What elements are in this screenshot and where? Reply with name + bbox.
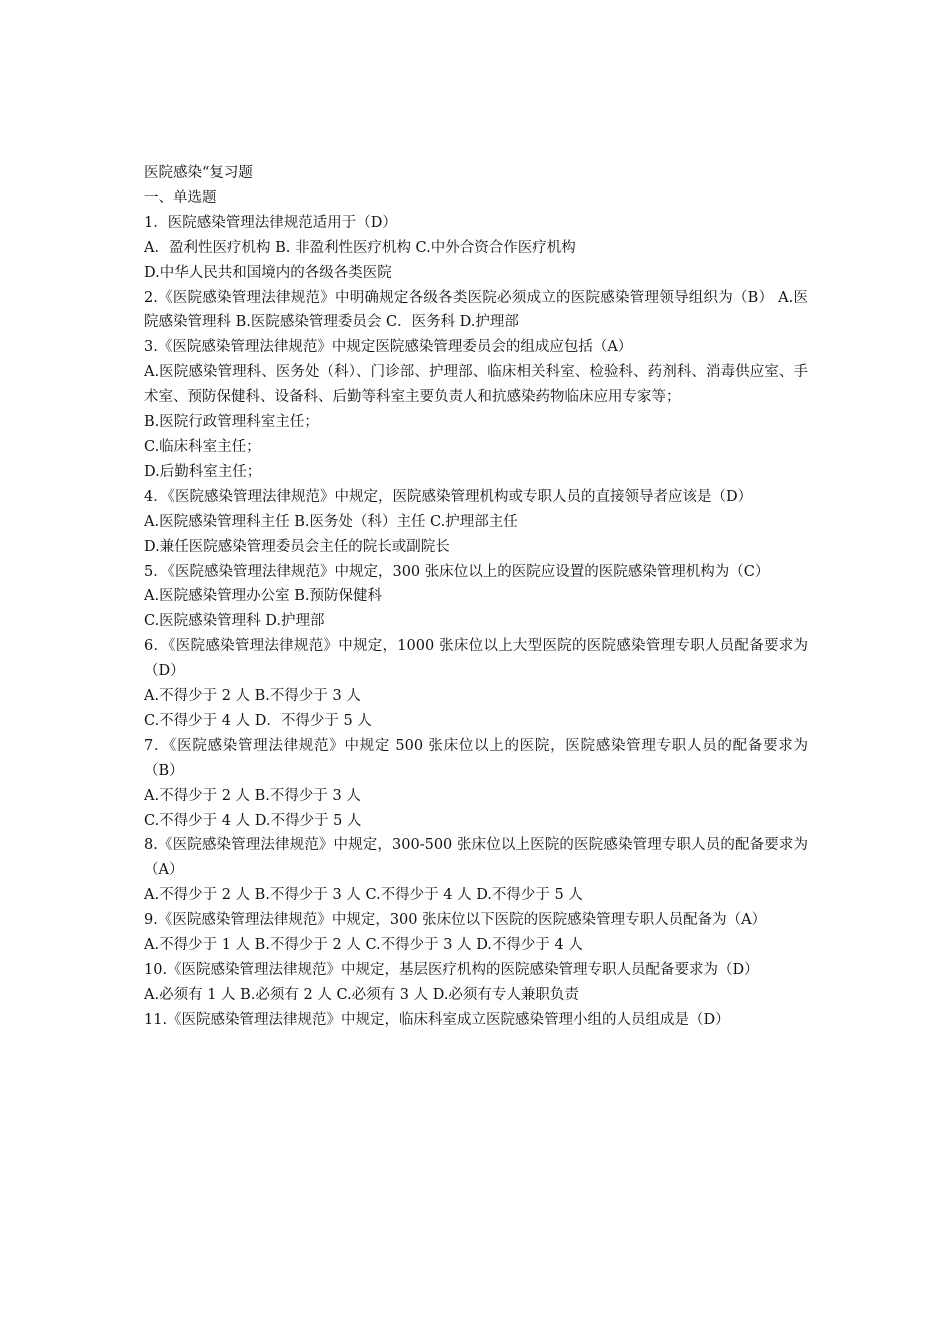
- question-2: 2.《医院感染管理法律规范》中明确规定各级各类医院必须成立的医院感染管理领导组织为（B） A.医院感染管理科 B.医院感染管理委员会 C．医务科 D.护理部: [144, 289, 808, 331]
- question-9: 9.《医院感染管理法律规范》中规定，300 张床位以下医院的医院感染管理专职人员配备为（A）: [144, 912, 767, 929]
- question-8: 8.《医院感染管理法律规范》中规定，300-500 张床位以上医院的医院感染管理专职人员的配备要求为（A）: [144, 837, 808, 879]
- question-4: 4．《医院感染管理法律规范》中规定，医院感染管理机构或专职人员的直接领导者应该是（D）: [144, 488, 753, 505]
- question-11: 11.《医院感染管理法律规范》中规定，临床科室成立医院感染管理小组的人员组成是（D）: [144, 1011, 730, 1028]
- question-1-option-d: D.中华人民共和国境内的各级各类医院: [144, 264, 392, 281]
- question-8-options: A.不得少于 2 人 B.不得少于 3 人 C.不得少于 4 人 D.不得少于 5 人: [144, 887, 583, 904]
- question-1-options-abc: A．盈利性医疗机构 B. 非盈利性医疗机构 C.中外合资合作医疗机构: [144, 239, 576, 256]
- question-10: 10.《医院感染管理法律规范》中规定，基层医疗机构的医院感染管理专职人员配备要求为（D）: [144, 962, 759, 978]
- question-3-option-c: C.临床科室主任；: [144, 438, 261, 455]
- question-6: 6．《医院感染管理法律规范》中规定，1000 张床位以上大型医院的医院感染管理专职人员配备要求为（D）: [144, 638, 808, 680]
- question-7: 7．《医院感染管理法律规范》中规定 500 张床位以上的医院，医院感染管理专职人员的配备要求为（B）: [144, 737, 808, 779]
- question-3-option-d: D.后勤科室主任；: [144, 463, 262, 480]
- question-3: 3.《医院感染管理法律规范》中规定医院感染管理委员会的组成应包括（A）: [144, 339, 633, 356]
- question-6-options-ab: A.不得少于 2 人 B.不得少于 3 人: [144, 688, 361, 705]
- question-3-option-b: B.医院行政管理科室主任；: [144, 414, 319, 431]
- document-page: [144, 161, 808, 1033]
- question-6-options-cd: C.不得少于 4 人 D．不得少于 5 人: [144, 712, 372, 729]
- document-title: 医院感染“复习题: [144, 165, 253, 181]
- question-3-option-a: A.医院感染管理科、医务处（科）、门诊部、护理部、临床相关科室、检验科、药剂科、消毒供应室、手术室、预防保健科、设备科、后勤等科室主要负责人和抗感染药物临床应用专家等；: [144, 364, 808, 406]
- question-9-options: A.不得少于 1 人 B.不得少于 2 人 C.不得少于 3 人 D.不得少于 4 人: [144, 937, 583, 954]
- question-4-options-abc: A.医院感染管理科主任 B.医务处（科）主任 C.护理部主任: [144, 513, 518, 530]
- question-10-options: A.必须有 1 人 B.必须有 2 人 C.必须有 3 人 D.必须有专人兼职负责: [144, 986, 579, 1003]
- question-7-options-ab: A.不得少于 2 人 B.不得少于 3 人: [144, 787, 361, 804]
- question-7-options-cd: C.不得少于 4 人 D.不得少于 5 人: [144, 812, 362, 829]
- question-1: 1．医院感染管理法律规范适用于（D）: [144, 214, 397, 231]
- question-5: 5．《医院感染管理法律规范》中规定，300 张床位以上的医院应设置的医院感染管理机构为（C）: [144, 563, 770, 580]
- section-heading: 一、单选题: [144, 189, 217, 206]
- question-4-option-d: D.兼任医院感染管理委员会主任的院长或副院长: [144, 538, 450, 555]
- question-5-options-ab: A.医院感染管理办公室 B.预防保健科: [144, 588, 382, 605]
- question-5-options-cd: C.医院感染管理科 D.护理部: [144, 613, 325, 630]
